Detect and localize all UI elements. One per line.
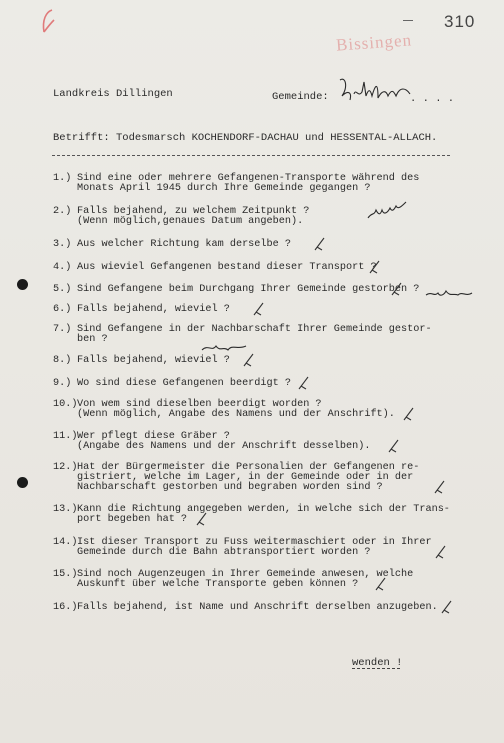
question-number: 15.) — [53, 569, 78, 580]
check-mark — [402, 406, 416, 424]
question-number: 14.) — [53, 537, 78, 548]
punch-hole-bottom — [17, 477, 28, 488]
answer-nein-q2 — [366, 196, 412, 227]
gemeinde-handwriting — [336, 74, 414, 109]
question-number: 4.) — [53, 262, 72, 273]
question-number: 6.) — [53, 304, 72, 315]
question-text: Falls bejahend, zu welchem Zeitpunkt ? — [77, 206, 310, 217]
question-number: 1.) — [53, 173, 72, 184]
question-text: Hat der Bürgermeister die Personalien der Gefangenen re- — [77, 462, 420, 473]
question-text: Falls bejahend, ist Name und Anschrift derselben anzugeben. — [77, 602, 438, 613]
question-text: gistriert, welche im Lager, in der Gemeinde oder in der — [77, 472, 414, 483]
red-pencil-mark — [38, 8, 58, 36]
footer-wenden: wenden ! — [352, 657, 403, 669]
check-mark — [368, 259, 382, 277]
question-text: Von wem sind dieselben beerdigt worden ? — [77, 399, 322, 410]
question-number: 5.) — [53, 284, 72, 295]
subject-line: Betrifft: Todesmarsch KOCHENDORF-DACHAU und HESSENTAL-ALLACH. — [53, 132, 438, 144]
gemeinde-label: Gemeinde: — [272, 91, 329, 103]
gemeinde-dots: . . . . — [410, 93, 455, 105]
question-text: Sind Gefangene beim Durchgang Ihrer Gemeinde gestorben ? — [77, 284, 420, 295]
question-number: 10.) — [53, 399, 78, 410]
question-text: Aus wieviel Gefangenen bestand dieser Transport ? — [77, 262, 377, 273]
page-number: 310 — [444, 12, 476, 31]
question-text: Wer pflegt diese Gräber ? — [77, 431, 230, 442]
question-number: 7.) — [53, 324, 72, 335]
question-number: 12.) — [53, 462, 78, 473]
question-text: Nachbarschaft gestorben und begraben worden sind ? — [77, 482, 383, 493]
footer-underline — [352, 668, 400, 669]
question-text: Wo sind diese Gefangenen beerdigt ? — [77, 378, 291, 389]
question-text: (Wenn möglich,genaues Datum angeben). — [77, 216, 304, 227]
question-text: Ist dieser Transport zu Fuss weitermaschiert oder in Ihrer — [77, 537, 432, 548]
answer-nein-q5 — [424, 285, 478, 306]
check-mark — [195, 511, 209, 529]
question-number: 8.) — [53, 355, 72, 366]
question-number: 2.) — [53, 206, 72, 217]
check-mark — [390, 281, 404, 299]
question-text: Sind Gefangene in der Nachbarschaft Ihrer Gemeinde gestor- — [77, 324, 432, 335]
question-text: (Angabe des Namens und der Anschrift desselben). — [77, 441, 371, 452]
question-text: Aus welcher Richtung kam derselbe ? — [77, 239, 291, 250]
question-text: Auskunft über welche Transporte geben können ? — [77, 579, 359, 590]
question-number: 16.) — [53, 602, 78, 613]
check-mark — [313, 236, 327, 254]
answer-nein-q7 — [200, 340, 250, 359]
check-mark — [440, 599, 454, 617]
question-text: Sind noch Augenzeugen in Ihrer Gemeinde anwesen, welche — [77, 569, 414, 580]
divider — [52, 155, 450, 156]
question-text: Falls bejahend, wieviel ? — [77, 355, 230, 366]
question-text: Gemeinde durch die Bahn abtransportiert worden ? — [77, 547, 371, 558]
check-mark — [252, 301, 266, 319]
check-mark — [387, 438, 401, 456]
punch-hole-top — [17, 279, 28, 290]
dash-mark — [403, 20, 413, 21]
question-text: Sind eine oder mehrere Gefangenen-Transporte während des — [77, 173, 420, 184]
question-text: Monats April 1945 durch Ihre Gemeinde gegangen ? — [77, 183, 371, 194]
question-text: port begeben hat ? — [77, 514, 188, 525]
question-text: ben ? — [77, 334, 108, 345]
check-mark — [433, 479, 447, 497]
question-text: Kann die Richtung angegeben werden, in welche sich der Trans- — [77, 504, 450, 515]
landkreis-label: Landkreis Dillingen — [53, 88, 173, 100]
check-mark — [434, 544, 448, 562]
question-number: 9.) — [53, 378, 72, 389]
question-number: 3.) — [53, 239, 72, 250]
check-mark — [374, 576, 388, 594]
question-text: (Wenn möglich, Angabe des Namens und der Anschrift). — [77, 409, 395, 420]
question-number: 11.) — [53, 431, 78, 442]
check-mark — [297, 375, 311, 393]
question-number: 13.) — [53, 504, 78, 515]
place-stamp: Bissingen — [335, 30, 413, 55]
question-text: Falls bejahend, wieviel ? — [77, 304, 230, 315]
